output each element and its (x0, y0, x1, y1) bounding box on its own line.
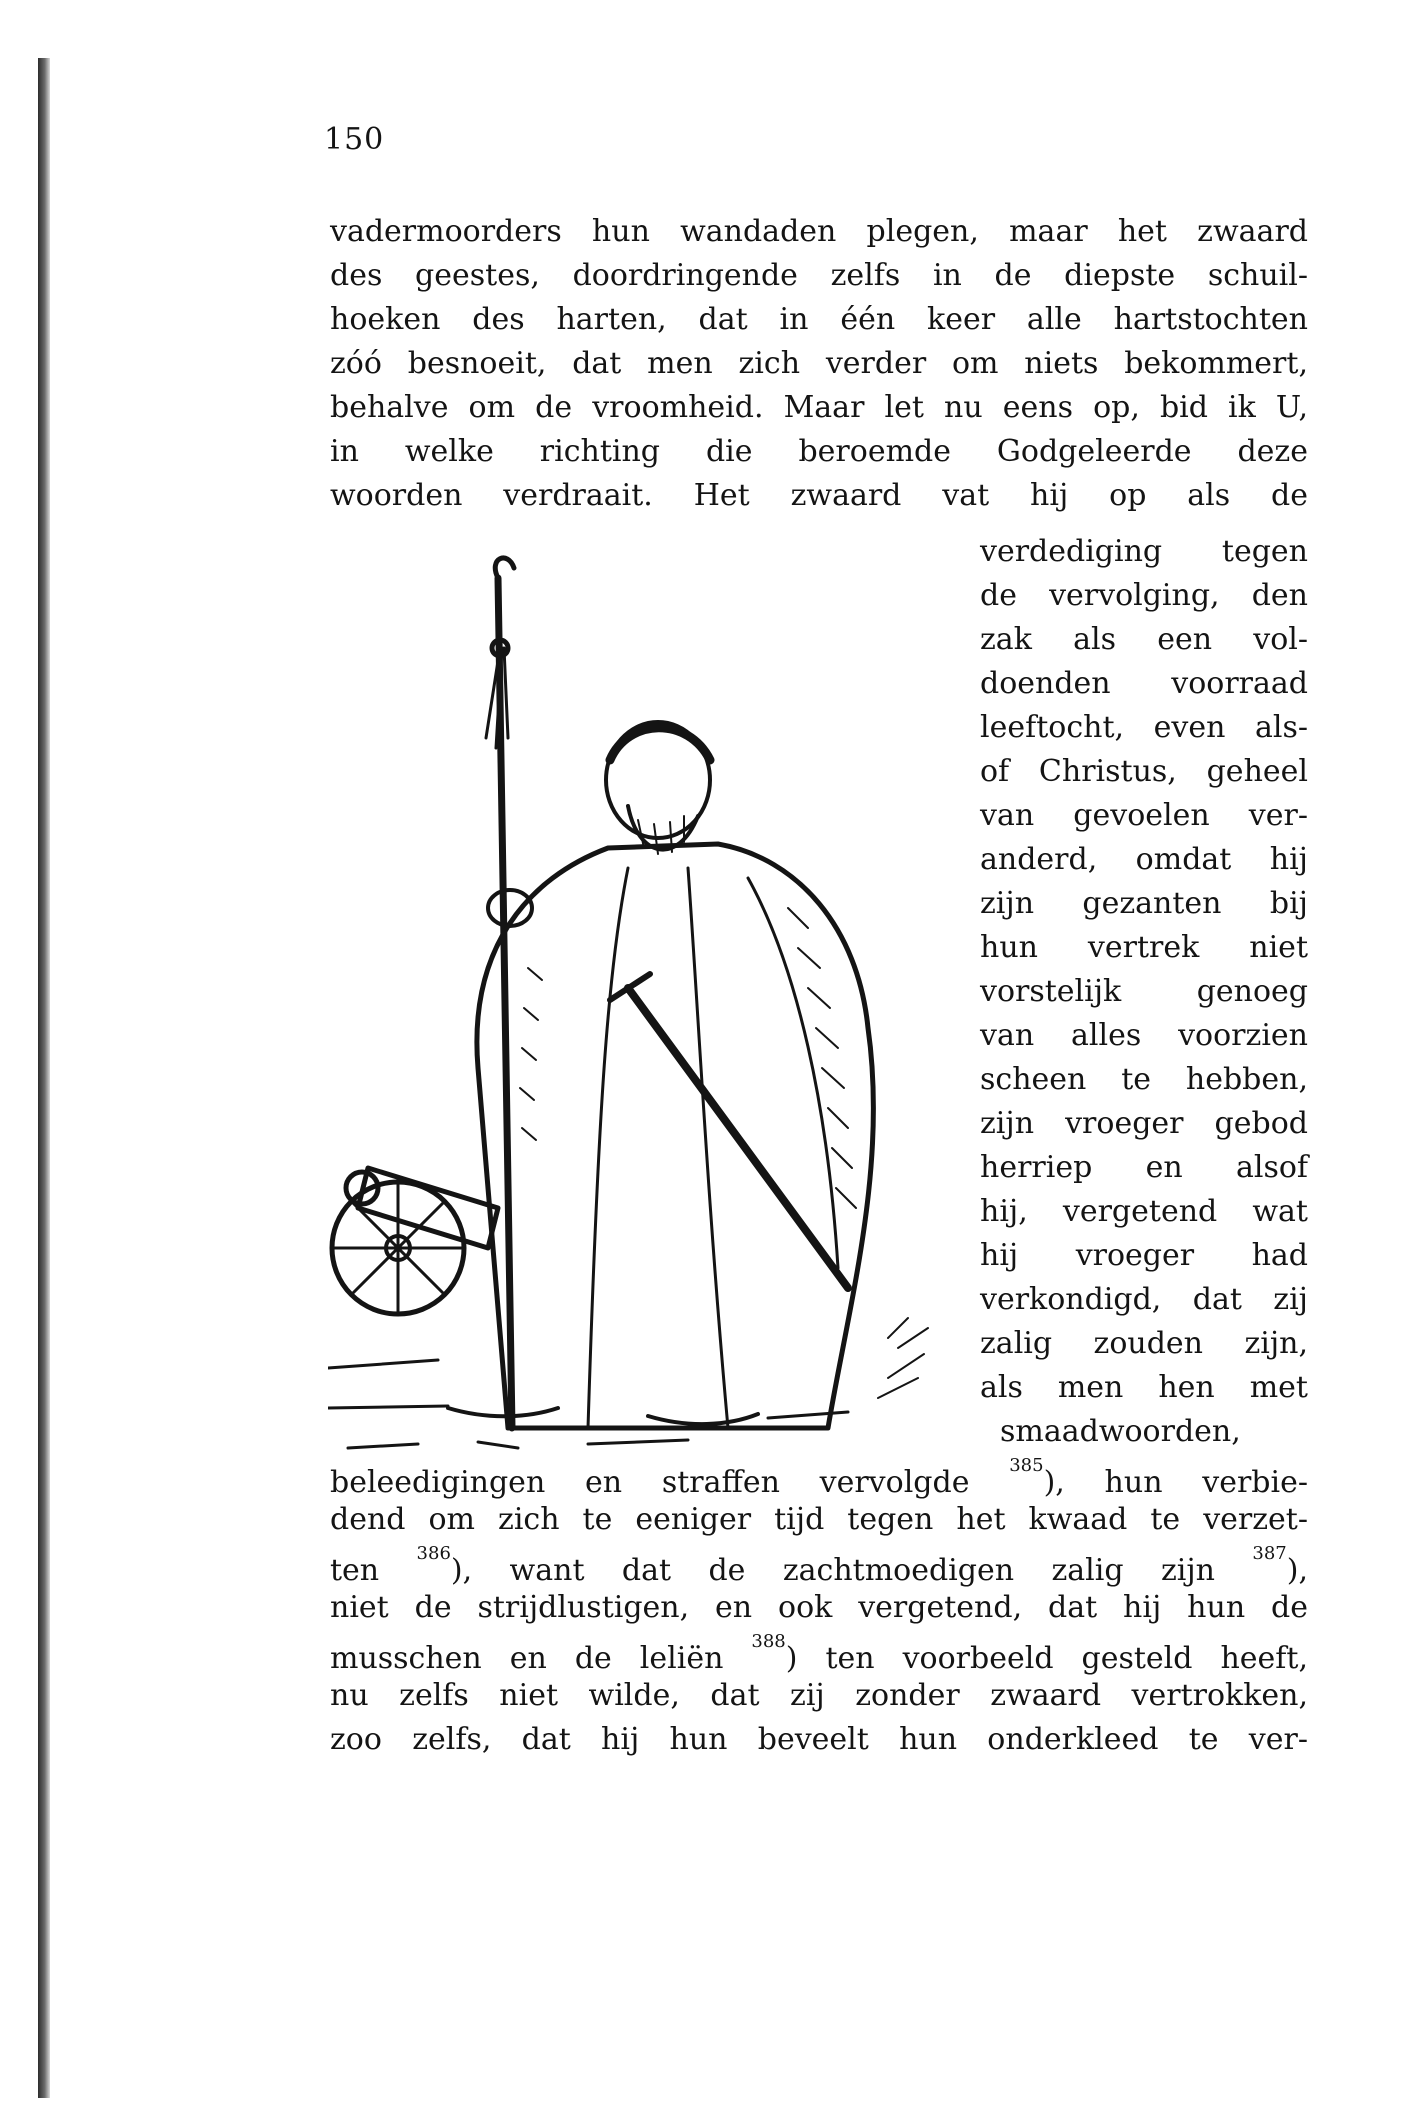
text-line: zoo zelfs, dat hij hun beveelt hun onderkleed te ver- (330, 1722, 1308, 1757)
side-text-line: hij vroeger had (980, 1238, 1308, 1273)
side-text-line: scheen te hebben, (980, 1062, 1308, 1097)
side-text-line: anderd, omdat hij (980, 842, 1308, 877)
side-text-line: verkondigd, dat zij (980, 1282, 1308, 1317)
text-line: woorden verdraait. Het zwaard vat hij op als de (330, 478, 1308, 513)
text-line: niet de strijdlustigen, en ook vergetend, dat hij hun de (330, 1590, 1308, 1625)
side-text-line: de vervolging, den (980, 578, 1308, 613)
text-line: ten $^{386}$), want dat de zachtmoedigen zalig zijn $^{387}$), (330, 1543, 1308, 1588)
footnote-ref: 385 (1009, 1455, 1044, 1476)
text-line: musschen en de leliën $^{388}$) ten voorbeeld gesteld heeft, (330, 1631, 1308, 1676)
text-line: nu zelfs niet wilde, dat zij zonder zwaard vertrokken, (330, 1678, 1308, 1713)
footnote-ref: 387 (1252, 1543, 1287, 1564)
footnote-ref: 386 (416, 1543, 451, 1564)
side-text-line: hij, vergetend wat (980, 1194, 1308, 1229)
page-number: 150 (324, 122, 385, 157)
sword (628, 988, 848, 1288)
side-text-line: of Christus, geheel (980, 754, 1308, 789)
footnote-ref: 388 (751, 1631, 786, 1652)
side-text-line: zijn vroeger gebod (980, 1106, 1308, 1141)
text-line: zóó besnoeit, dat men zich verder om niets bekommert, (330, 346, 1308, 381)
side-text-line: verdediging tegen (980, 534, 1308, 569)
staff (498, 578, 512, 1428)
text-line: in welke richting die beroemde Godgeleerde deze (330, 434, 1308, 469)
side-text-line: van alles voorzien (980, 1018, 1308, 1053)
scan-edge (38, 58, 50, 2098)
staff-crook (495, 558, 514, 578)
text-line: behalve om de vroomheid. Maar let nu eens op, bid ik U, (330, 390, 1308, 425)
side-text-line: als men hen met (980, 1370, 1308, 1405)
cloak (477, 844, 874, 1428)
woodcut-illustration (328, 548, 968, 1456)
side-text-line: hun vertrek niet (980, 930, 1308, 965)
side-text-line: zalig zouden zijn, (980, 1326, 1308, 1361)
text-line: des geestes, doordringende zelfs in de diepste schuil- (330, 258, 1308, 293)
side-text-line: vorstelijk genoeg (980, 974, 1308, 1009)
side-text-line: van gevoelen ver- (980, 798, 1308, 833)
side-text-line: zijn gezanten bij (980, 886, 1308, 921)
text-line: dend om zich te eeniger tijd tegen het kwaad te verzet- (330, 1502, 1308, 1537)
text-line: beleedigingen en straffen vervolgde $^{385}$), hun verbie- (330, 1455, 1308, 1500)
side-text-line: herriep en alsof (980, 1150, 1308, 1185)
side-text-line: doenden voorraad (980, 666, 1308, 701)
side-text-line: leeftocht, even als- (980, 710, 1308, 745)
cannon-barrel (358, 1168, 498, 1248)
text-line: hoeken des harten, dat in één keer alle hartstochten (330, 302, 1308, 337)
side-text-line: zak als een vol- (980, 622, 1308, 657)
side-text-line: smaadwoorden, (1000, 1414, 1241, 1449)
text-line: vadermoorders hun wandaden plegen, maar het zwaard (330, 214, 1308, 249)
